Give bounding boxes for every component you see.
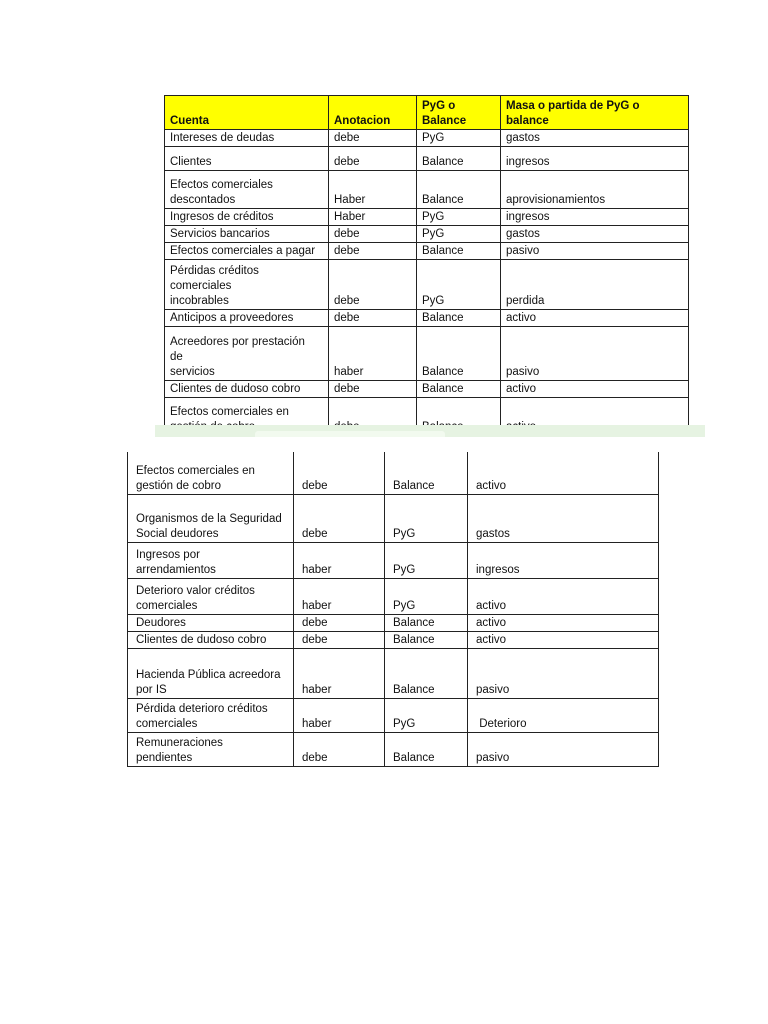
cell-tipo: Balance <box>417 310 501 327</box>
cell-cuenta: Efectos comerciales descontados <box>165 171 329 209</box>
cell-masa: perdida <box>501 260 689 310</box>
cell-anotacion: debe <box>294 631 385 648</box>
cell-tipo: PyG <box>417 226 501 243</box>
cell-masa: gastos <box>468 494 659 542</box>
table-row <box>128 614 659 631</box>
cell-cuenta: Anticipos a proveedores <box>165 310 329 327</box>
cell-tipo: PyG <box>385 698 468 732</box>
cell-cuenta: Clientes de dudoso cobro <box>165 381 329 398</box>
cell-anotacion: debe <box>329 243 417 260</box>
cell-masa: activo <box>468 614 659 631</box>
cell-tipo: Balance <box>385 614 468 631</box>
cell-tipo: Balance <box>385 452 468 494</box>
cell-cuenta: Deterioro valor créditos comerciales <box>128 578 294 614</box>
cell-anotacion: debe <box>329 381 417 398</box>
cell-masa: activo <box>468 452 659 494</box>
cell-tipo: PyG <box>385 578 468 614</box>
table-row <box>165 130 689 147</box>
cell-tipo: PyG <box>417 209 501 226</box>
header-cuenta: Cuenta <box>165 96 329 130</box>
table-row <box>128 648 659 698</box>
cell-cuenta: Remuneraciones pendientes <box>128 732 294 766</box>
accounts-table-top <box>164 95 689 436</box>
cell-anotacion: debe <box>329 130 417 147</box>
cell-anotacion: haber <box>294 648 385 698</box>
header-pyg-balance: PyG o Balance <box>417 96 501 130</box>
table-row <box>165 171 689 209</box>
header-masa-partida: Masa o partida de PyG o balance <box>501 96 689 130</box>
cell-tipo: Balance <box>385 631 468 648</box>
cell-anotacion: haber <box>294 542 385 578</box>
cell-masa: activo <box>468 631 659 648</box>
cell-cuenta: Pérdida deterioro créditos comerciales <box>128 698 294 732</box>
cell-cuenta: Efectos comerciales en gestión de cobro <box>128 452 294 494</box>
cell-cuenta: Servicios bancarios <box>165 226 329 243</box>
cell-anotacion: debe <box>294 614 385 631</box>
table-row <box>165 327 689 381</box>
cell-cuenta: Deudores <box>128 614 294 631</box>
table-row <box>165 147 689 171</box>
cell-tipo: Balance <box>417 381 501 398</box>
cell-anotacion: Haber <box>329 171 417 209</box>
cell-cuenta: Intereses de deudas <box>165 130 329 147</box>
cell-masa: gastos <box>501 226 689 243</box>
cell-tipo: PyG <box>417 260 501 310</box>
table-row <box>128 631 659 648</box>
cell-masa: ingresos <box>501 147 689 171</box>
cell-masa: pasivo <box>501 327 689 381</box>
table-row <box>165 381 689 398</box>
cell-cuenta: Pérdidas créditos comerciales incobrables <box>165 260 329 310</box>
cell-tipo: Balance <box>417 171 501 209</box>
cell-anotacion: haber <box>294 578 385 614</box>
table-row <box>165 260 689 310</box>
cell-masa: pasivo <box>468 732 659 766</box>
cell-masa: gastos <box>501 130 689 147</box>
accounts-table-bottom <box>127 452 659 767</box>
cell-cuenta: Ingresos de créditos <box>165 209 329 226</box>
cell-tipo: Balance <box>417 243 501 260</box>
cell-anotacion: haber <box>329 327 417 381</box>
cell-tipo: Balance <box>385 648 468 698</box>
scan-separator-tab <box>255 431 445 437</box>
cell-tipo: Balance <box>417 327 501 381</box>
cell-cuenta: Clientes <box>165 147 329 171</box>
table-row <box>165 243 689 260</box>
table-row <box>128 698 659 732</box>
cell-cuenta: Acreedores por prestación de servicios <box>165 327 329 381</box>
table-row <box>165 209 689 226</box>
cell-masa: aprovisionamientos <box>501 171 689 209</box>
cell-tipo: Balance <box>417 147 501 171</box>
cell-anotacion: debe <box>294 452 385 494</box>
table-header-row <box>165 96 689 130</box>
cell-masa: ingresos <box>501 209 689 226</box>
cell-masa: Deterioro <box>468 698 659 732</box>
table-row <box>165 226 689 243</box>
cell-anotacion: Haber <box>329 209 417 226</box>
cell-masa: ingresos <box>468 542 659 578</box>
cell-tipo: PyG <box>417 130 501 147</box>
cell-masa: activo <box>468 578 659 614</box>
cell-cuenta: Ingresos por arrendamientos <box>128 542 294 578</box>
cell-cuenta: Clientes de dudoso cobro <box>128 631 294 648</box>
table-row <box>165 310 689 327</box>
table-row <box>128 578 659 614</box>
cell-tipo: Balance <box>385 732 468 766</box>
cell-anotacion: debe <box>329 260 417 310</box>
cell-tipo: PyG <box>385 542 468 578</box>
table-row <box>128 732 659 766</box>
header-anotacion: Anotacion <box>329 96 417 130</box>
cell-cuenta: Hacienda Pública acreedora por IS <box>128 648 294 698</box>
cell-anotacion: debe <box>329 147 417 171</box>
cell-masa: activo <box>501 310 689 327</box>
cell-cuenta: Efectos comerciales en <box>165 398 329 436</box>
cell-anotacion: debe <box>294 732 385 766</box>
table-row <box>128 452 659 494</box>
cell-anotacion: debe <box>329 226 417 243</box>
cell-tipo: PyG <box>385 494 468 542</box>
table-row <box>128 542 659 578</box>
cell-masa: activo <box>501 381 689 398</box>
cell-cuenta: Efectos comerciales a pagar <box>165 243 329 260</box>
cell-anotacion: debe <box>329 310 417 327</box>
cell-anotacion: debe <box>294 494 385 542</box>
cell-anotacion: haber <box>294 698 385 732</box>
cell-masa: pasivo <box>501 243 689 260</box>
cell-masa: pasivo <box>468 648 659 698</box>
table-row <box>128 494 659 542</box>
cell-cuenta: Organismos de la Seguridad Social deudores <box>128 494 294 542</box>
